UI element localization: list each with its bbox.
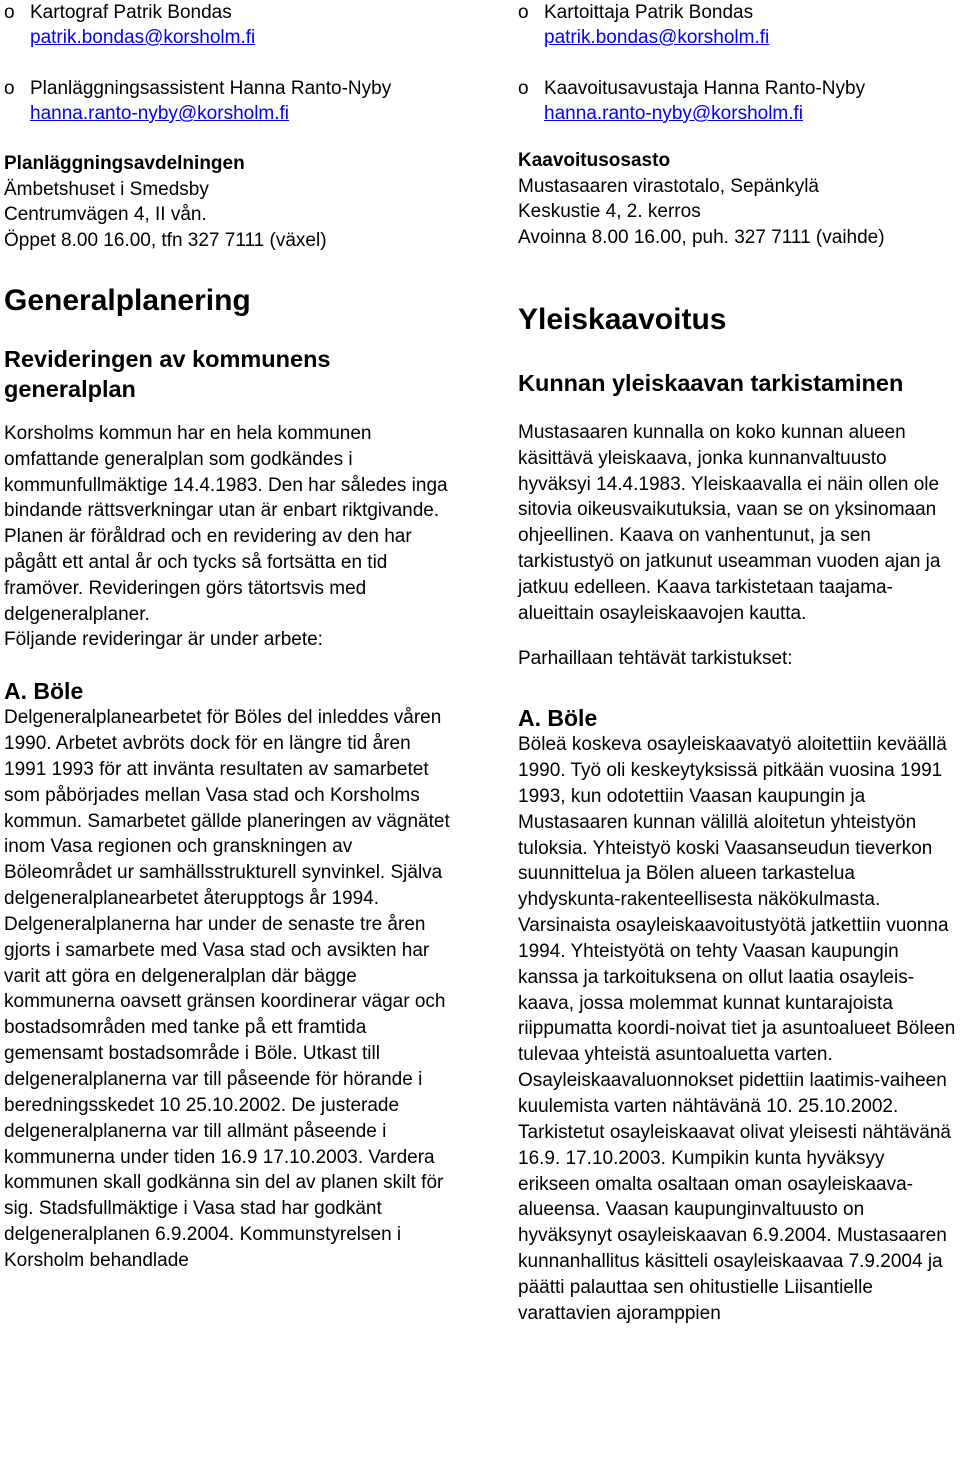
- contact-name: Kartoittaja Patrik Bondas: [544, 2, 754, 23]
- bullet-marker: o: [4, 78, 15, 99]
- section-a-text: Delgeneralplanearbetet för Böles del inleddes våren 1990. Arbetet avbröts dock för en längre tid åren 1991 1993 för att invänta resultaten av samarbetet som påbörjades mellan Vasa stad och Korsholms kommun. Samarbetet gällde planeringen av vägnätet inom Vasa regionen och granskningen av Böleområdet ur samhällsstrukturell synvinkel. Själva delgeneralplanearbetet återupptogs år 1994. Delgeneralplanerna har under de senaste tre åren gjorts i samarbete med Vasa stad och avsikten har varit att göra en delgeneralplan där bägge kommunerna oavsett gränsen koordinerar vägar och bostadsområden med tanke på ett framtida gemensamt bostadsområde i Böle. Utkast till delgeneralplanerna var till påseende för hörande i beredningsskedet 10 25.10.2002. De justerade delgeneralplanerna var till allmänt påseende i kommunerna under tiden 16.9 17.10.2003. Vardera kommunen skall godkänna sin del av planen skilt för sig. Stadsfullmäktige i Vasa stad har godkänt delgeneralplanen 6.9.2004. Kommunstyrelsen i Korsholm behandlade: [4, 707, 450, 1271]
- section-a-text: Böleä koskeva osayleiskaavatyö aloitettiin keväällä 1990. Työ oli keskeytyksissä pitkään vuosina 1991 1993, kun odotettiin Vaasan kaupungin ja Mustasaaren kunnan välillä aloitetun yhteistyön tuloksia. Yhteistyö koski Vaasanseudun tieverkon suunnittelua ja Bölen alueen tarkastelua yhdyskunta-rakenteellisesta näkökulmasta. Varsinaista osayleiskaavoitustyötä jatkettiin vuonna 1994. Yhteistyötä on tehty Vaasan kaupungin kanssa ja tarkoituksena on ollut laatia osayleis-kaava, jossa molemmat kunnat kuntarajoista riippumatta koordi-noivat tiet ja asuntoalueet Böleen tulevaa yhteistä asuntoaluetta varten. Osayleiskaavaluonnokset pidettiin laatimis-vaiheen kuulemista varten nähtävänä 10. 25.10.2002. Tarkistetut osayleiskaavat olivat yleisesti nähtävänä 16.9. 17.10.2003. Kumpikin kunta hyväksyy erikseen omalta osaltaan oman osayleiskaava-alueensa. Vaasan kaupunginvaltuusto on hyväksynyt osayleiskaavan 6.9.2004. Mustasaaren kunnanhallitus käsitteli osayleiskaavaa 7.9.2004 ja päätti palauttaa sen ohitustielle Liisantielle varattavien ajoramppien: [518, 734, 956, 1324]
- intro-lead: Följande revideringar är under arbete:: [4, 629, 323, 651]
- page-title: Yleiskaavoitus: [518, 303, 727, 336]
- contact-cartographer: [518, 0, 960, 50]
- bullet-marker: o: [518, 2, 529, 23]
- section-title: Revideringen av kommunens generalplan: [4, 346, 331, 402]
- office-building: Ämbetshuset i Smedsby: [4, 178, 209, 200]
- office-hours: Avoinna 8.00 16.00, puh. 327 7111 (vaihde): [518, 226, 885, 248]
- office-info: [4, 151, 452, 253]
- page-title: Generalplanering: [4, 284, 251, 317]
- finnish-column: [518, 0, 960, 1327]
- contact-name: Kaavoitusavustaja Hanna Ranto-Nyby: [544, 78, 866, 99]
- swedish-column: [4, 0, 452, 1274]
- contact-planning-assistant: [518, 76, 960, 126]
- bullet-marker: o: [4, 2, 15, 23]
- contact-name: Kartograf Patrik Bondas: [30, 2, 232, 23]
- intro-paragraph: Korsholms kommun har en hela kommunen omfattande generalplan som godkändes i kommunfullmäktige 14.4.1983. Den har således inga bindande rättsverkningar utan är enbart riktgivande. Planen är föråldrad och en revidering av den har pågått ett antal år och tycks så fortsätta en tid framöver. Revideringen görs tätortsvis med delgeneralplaner.: [4, 423, 448, 625]
- intro-paragraph: Mustasaaren kunnalla on koko kunnan alueen käsittävä yleiskaava, jonka kunnanvaltuusto hyväksyi 14.4.1983. Yleiskaavalla ei näin ollen ole sitovia oikeusvaikutuksia, vaan se on yksinomaan ohjeellinen. Kaava on vanhentunut, ja sen tarkistustyö on jatkunut useamman vuoden ajan ja jatkuu edelleen. Kaava tarkistetaan taajama-alueittain osayleiskaavojen kautta.: [518, 422, 941, 624]
- department-name: Planläggningsavdelningen: [4, 153, 245, 174]
- office-info: [518, 148, 960, 250]
- contact-planning-assistant: [4, 76, 452, 126]
- section-a-heading: A. Böle: [4, 678, 84, 705]
- office-address: Keskustie 4, 2. kerros: [518, 201, 701, 222]
- section-title: Kunnan yleiskaavan tarkistaminen: [518, 370, 904, 396]
- email-link[interactable]: hanna.ranto-nyby@korsholm.fi: [544, 103, 804, 124]
- email-link[interactable]: hanna.ranto-nyby@korsholm.fi: [30, 103, 290, 124]
- email-link[interactable]: patrik.bondas@korsholm.fi: [544, 27, 770, 48]
- section-a-heading: A. Böle: [518, 705, 598, 732]
- department-name: Kaavoitusosasto: [518, 150, 671, 171]
- office-address: Centrumvägen 4, II vån.: [4, 204, 207, 225]
- bullet-marker: o: [518, 78, 529, 99]
- office-hours: Öppet 8.00 16.00, tfn 327 7111 (växel): [4, 229, 327, 251]
- intro-lead: Parhaillaan tehtävät tarkistukset:: [518, 648, 793, 670]
- email-link[interactable]: patrik.bondas@korsholm.fi: [30, 27, 256, 48]
- contact-name: Planläggningsassistent Hanna Ranto-Nyby: [30, 78, 392, 99]
- office-building: Mustasaaren virastotalo, Sepänkylä: [518, 175, 819, 197]
- contact-cartographer: [4, 0, 452, 50]
